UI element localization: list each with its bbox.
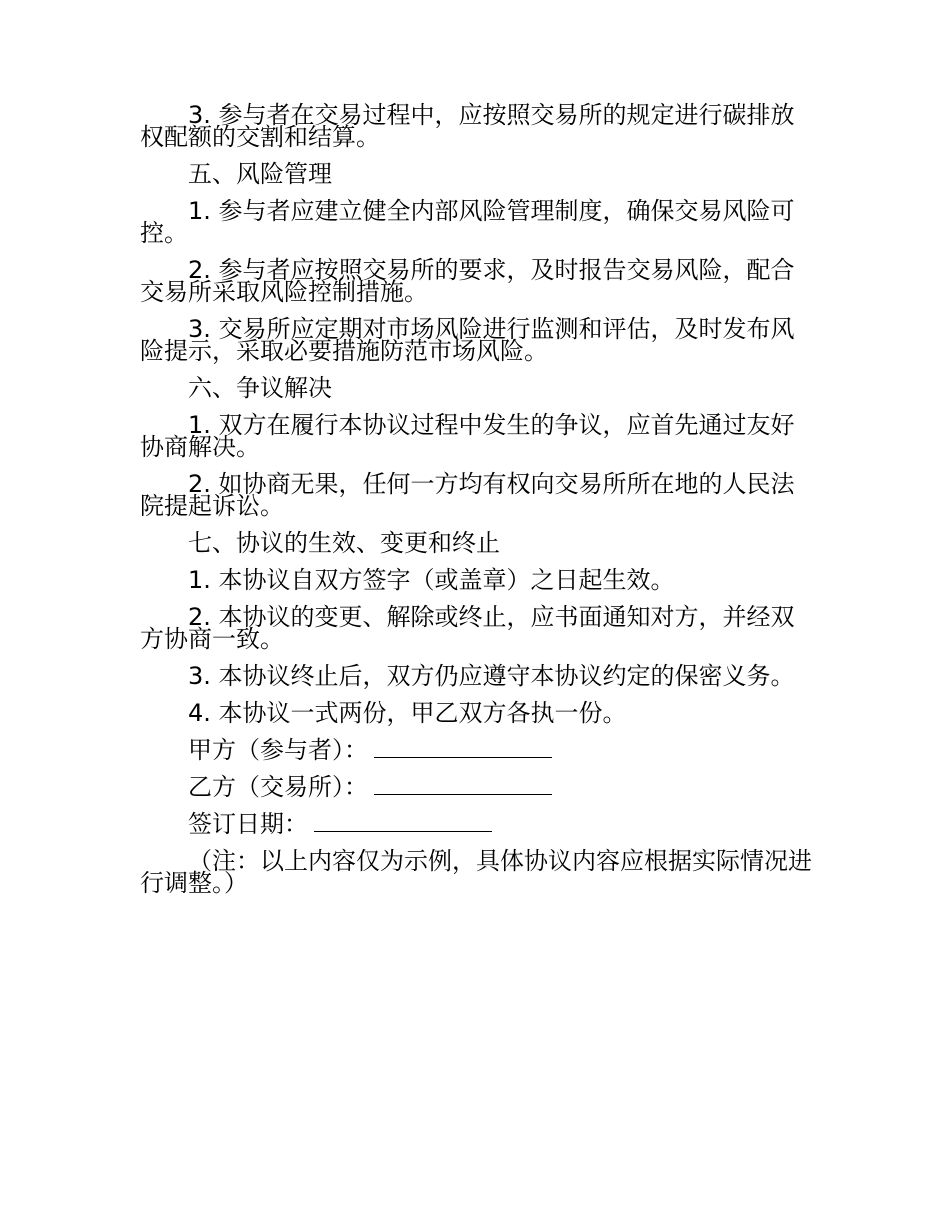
clause-5-1: 1. 参与者应建立健全内部风险管理制度，确保交易风险可控。 <box>140 197 795 247</box>
clause-7-2: 2. 本协议的变更、解除或终止，应书面通知对方，并经双方协商一致。 <box>140 603 795 653</box>
clause-6-1: 1. 双方在履行本协议过程中发生的争议，应首先通过友好协商解决。 <box>140 411 795 461</box>
section-heading-dispute-resolution: 六、争议解决 <box>188 374 332 402</box>
clause-6-2: 2. 如协商无果，任何一方均有权向交易所所在地的人民法院提起诉讼。 <box>140 470 795 520</box>
party-b-signature-row <box>140 773 812 801</box>
clause-5-3: 3. 交易所应定期对市场风险进行监测和评估，及时发布风险提示，采取必要措施防范市场风险。 <box>140 315 795 365</box>
document-body <box>140 101 812 909</box>
clause-7-1: 1. 本协议自双方签字（或盖章）之日起生效。 <box>188 566 675 594</box>
clause-5-2: 2. 参与者应按照交易所的要求，及时报告交易风险，配合交易所采取风险控制措施。 <box>140 256 795 306</box>
section-heading-risk-management: 五、风险管理 <box>188 160 332 188</box>
section-heading-effectiveness: 七、协议的生效、变更和终止 <box>188 529 500 557</box>
clause-7-4: 4. 本协议一式两份，甲乙双方各执一份。 <box>188 699 627 727</box>
party-a-signature-row <box>140 736 812 764</box>
party-a-label: 甲方（参与者）： <box>188 736 368 764</box>
party-b-signature-blank <box>374 776 552 795</box>
party-b-label: 乙方（交易所）： <box>188 773 368 801</box>
clause-7-3: 3. 本协议终止后，双方仍应遵守本协议约定的保密义务。 <box>188 662 795 690</box>
document-note: （注：以上内容仅为示例，具体协议内容应根据实际情况进行调整。） <box>140 847 812 897</box>
signing-date-row <box>140 810 812 838</box>
clause-4-3: 3. 参与者在交易过程中，应按照交易所的规定进行碳排放权配额的交割和结算。 <box>140 101 795 151</box>
signing-date-blank <box>314 813 492 832</box>
signing-date-label: 签订日期： <box>188 810 308 838</box>
party-a-signature-blank <box>374 739 552 758</box>
